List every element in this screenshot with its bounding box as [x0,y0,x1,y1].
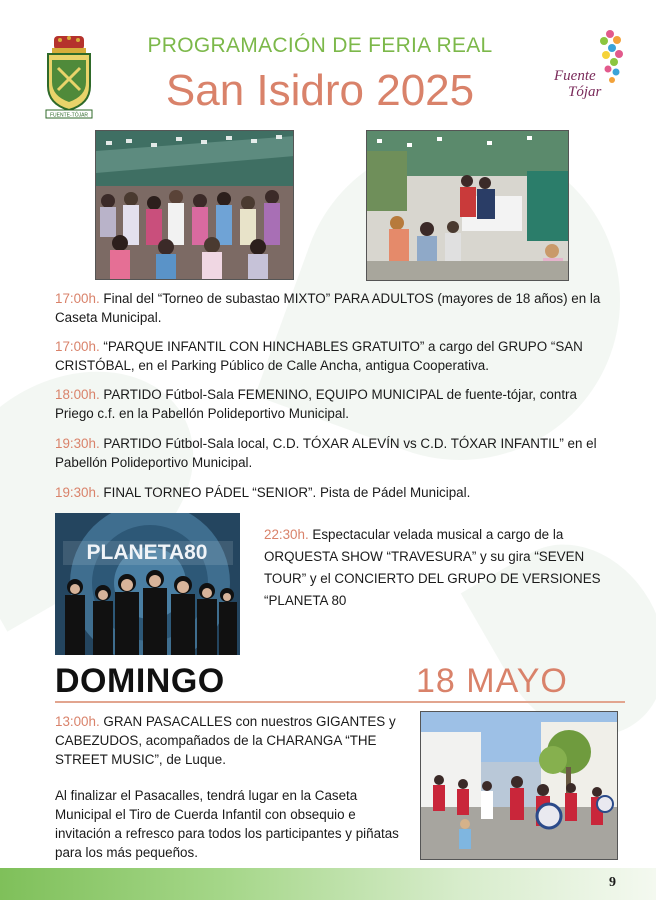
page-number: 9 [609,875,616,890]
event-time: 17:00h. [55,291,100,306]
event-item [55,337,615,375]
event-item [55,483,615,502]
date-heading: 18 MAYO [416,662,568,700]
event-text: Final del “Torneo de subastao MIXTO” PARA ADULTOS (mayores de 18 años) en la Caseta Municipal. [55,291,601,325]
planeta80-poster [55,513,240,655]
event-item [55,434,615,472]
sunday-event-item [55,712,410,769]
coat-of-arms-caption: FUENTE-TÓJAR [49,112,89,119]
poster-band-name: PLANETA80 [86,541,208,564]
page-title: San Isidro 2025 [165,66,475,115]
footer-band [0,868,656,900]
day-heading: DOMINGO [55,662,225,700]
svg-text:Tójar: Tójar [568,84,602,100]
parade-photo [420,711,618,860]
event-time: 13:00h. [55,714,100,729]
program-subtitle: PROGRAMACIÓN DE FERIA REAL [147,34,493,57]
fuente-tojar-logo-icon [528,26,626,106]
childrens-event-photo [366,130,569,281]
event-time: 17:00h. [55,339,100,354]
event-text: PARTIDO Fútbol-Sala FEMENINO, EQUIPO MUNICIPAL de fuente-tójar, contra Priego c.f. en la Pabellón Polideportivo Municipal. [55,387,577,421]
event-text: FINAL TORNEO PÁDEL “SENIOR”. Pista de Pádel Municipal. [103,485,471,500]
concert-text: Espectacular velada musical a cargo de la ORQUESTA SHOW “TRAVESURA” y su gira “SEVEN TOUR” y el CONCIERTO DEL GRUPO DE VERSIONES “PLANETA 80 [264,527,601,608]
event-text: PARTIDO Fútbol-Sala local, C.D. TÓXAR ALEVÍN vs C.D. TÓXAR INFANTIL” en el Pabellón Polideportivo Municipal. [55,436,597,470]
event-text: GRAN PASACALLES con nuestros GIGANTES y CABEZUDOS, acompañados de la CHARANGA “THE STREET MUSIC”, de Luque. [55,714,396,767]
heading-divider [55,701,625,703]
event-item [55,385,615,423]
concert-time: 22:30h. [264,527,309,542]
concert-description [264,524,604,612]
event-text: “PARQUE INFANTIL CON HINCHABLES GRATUITO” a cargo del GRUPO “SAN CRISTÓBAL, en el Parking Público de Calle Ancha, antigua Cooperativa. [55,339,583,373]
svg-text:Fuente: Fuente [554,68,596,84]
event-time: 18:00h. [55,387,100,402]
sunday-note: Al finalizar el Pasacalles, tendrá lugar en la Caseta Municipal el Tiro de Cuerda Infantil con obsequio e invitación a refresco para todos los participantes y piñatas para los más pequeños. [55,788,399,860]
event-time: 19:30h. [55,485,100,500]
coat-of-arms-icon [40,34,98,120]
event-time: 19:30h. [55,436,100,451]
caseta-crowd-photo [95,130,294,280]
event-item [55,289,615,327]
